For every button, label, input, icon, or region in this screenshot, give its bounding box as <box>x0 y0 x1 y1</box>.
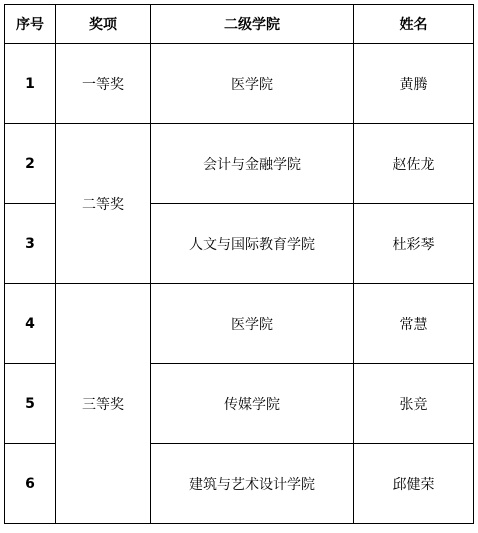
award-third: 三等奖 <box>56 284 151 524</box>
award-winners-table <box>4 4 474 524</box>
college-cell: 医学院 <box>151 284 354 364</box>
table-row <box>5 44 474 124</box>
name-cell: 黄腾 <box>354 44 474 124</box>
row-number: 4 <box>5 284 56 364</box>
college-cell: 人文与国际教育学院 <box>151 204 354 284</box>
header-name: 姓名 <box>354 5 474 44</box>
award-second: 二等奖 <box>56 124 151 284</box>
row-number: 1 <box>5 44 56 124</box>
name-cell: 杜彩琴 <box>354 204 474 284</box>
table-header-row <box>5 5 474 44</box>
row-number: 2 <box>5 124 56 204</box>
header-award: 奖项 <box>56 5 151 44</box>
name-cell: 赵佐龙 <box>354 124 474 204</box>
name-cell: 常慧 <box>354 284 474 364</box>
table-row <box>5 124 474 204</box>
college-cell: 医学院 <box>151 44 354 124</box>
header-college: 二级学院 <box>151 5 354 44</box>
college-cell: 传媒学院 <box>151 364 354 444</box>
college-cell: 建筑与艺术设计学院 <box>151 444 354 524</box>
row-number: 5 <box>5 364 56 444</box>
row-number: 6 <box>5 444 56 524</box>
header-no: 序号 <box>5 5 56 44</box>
name-cell: 张竞 <box>354 364 474 444</box>
name-cell: 邱健荣 <box>354 444 474 524</box>
college-cell: 会计与金融学院 <box>151 124 354 204</box>
award-first: 一等奖 <box>56 44 151 124</box>
table-row <box>5 284 474 364</box>
row-number: 3 <box>5 204 56 284</box>
